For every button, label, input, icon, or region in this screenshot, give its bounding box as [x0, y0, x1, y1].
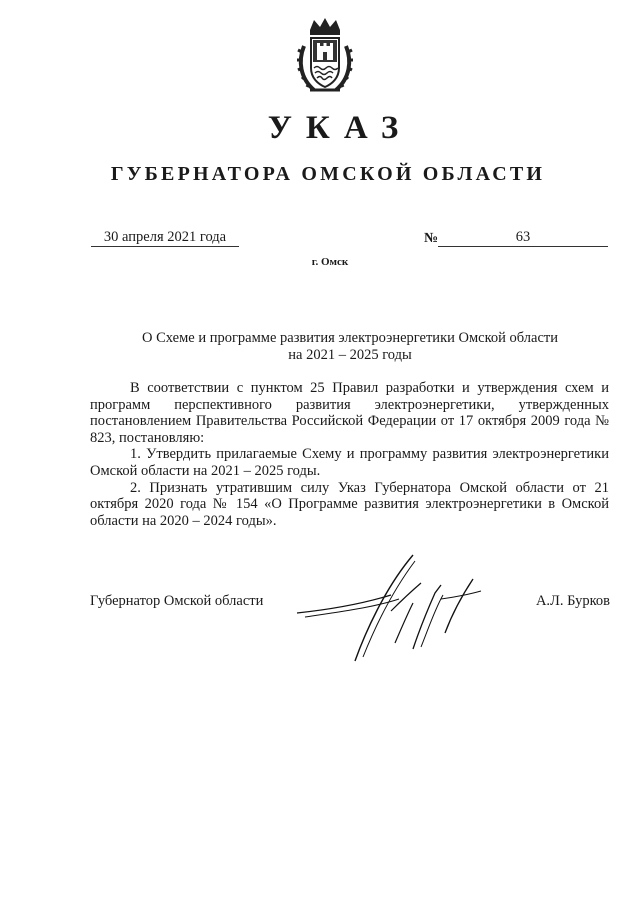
document-number: 63: [438, 229, 608, 247]
issuer-title: ГУБЕРНАТОРА ОМСКОЙ ОБЛАСТИ: [110, 163, 546, 185]
preamble-paragraph: В соответствии с пунктом 25 Правил разработки и утверждения схем и программ перспективного развития электроэнергетики, утвержденных постановлением Правительства Российской Федерации от 17 октября 2009 года № 823, постановляю:: [90, 380, 609, 446]
number-sign: №: [424, 231, 439, 246]
omsk-coat-of-arms-icon: [296, 16, 354, 96]
document-subject-line2: на 2021 – 2025 годы: [288, 347, 412, 363]
document-subject-line1: О Схеме и программе развития электроэнергетики Омской области: [142, 330, 558, 346]
item-1-paragraph: 1. Утвердить прилагаемые Схему и программу развития электроэнергетики Омской области на 2021 – 2025 годы.: [90, 446, 609, 479]
document-body: [90, 380, 609, 529]
handwritten-signature-icon: [295, 553, 495, 663]
document-type-title: УКАЗ: [267, 110, 413, 146]
document-subject: [90, 330, 610, 364]
document-date: 30 апреля 2021 года: [91, 229, 239, 247]
document-city: г. Омск: [311, 256, 349, 268]
signer-position: Губернатор Омской области: [90, 593, 264, 609]
signer-name: А.Л. Бурков: [535, 593, 610, 609]
item-2-paragraph: 2. Признать утратившим силу Указ Губернатора Омской области от 21 октября 2020 года № 154 «О Программе развития электроэнергетики в Омской области на 2020 – 2024 годы».: [90, 479, 609, 529]
